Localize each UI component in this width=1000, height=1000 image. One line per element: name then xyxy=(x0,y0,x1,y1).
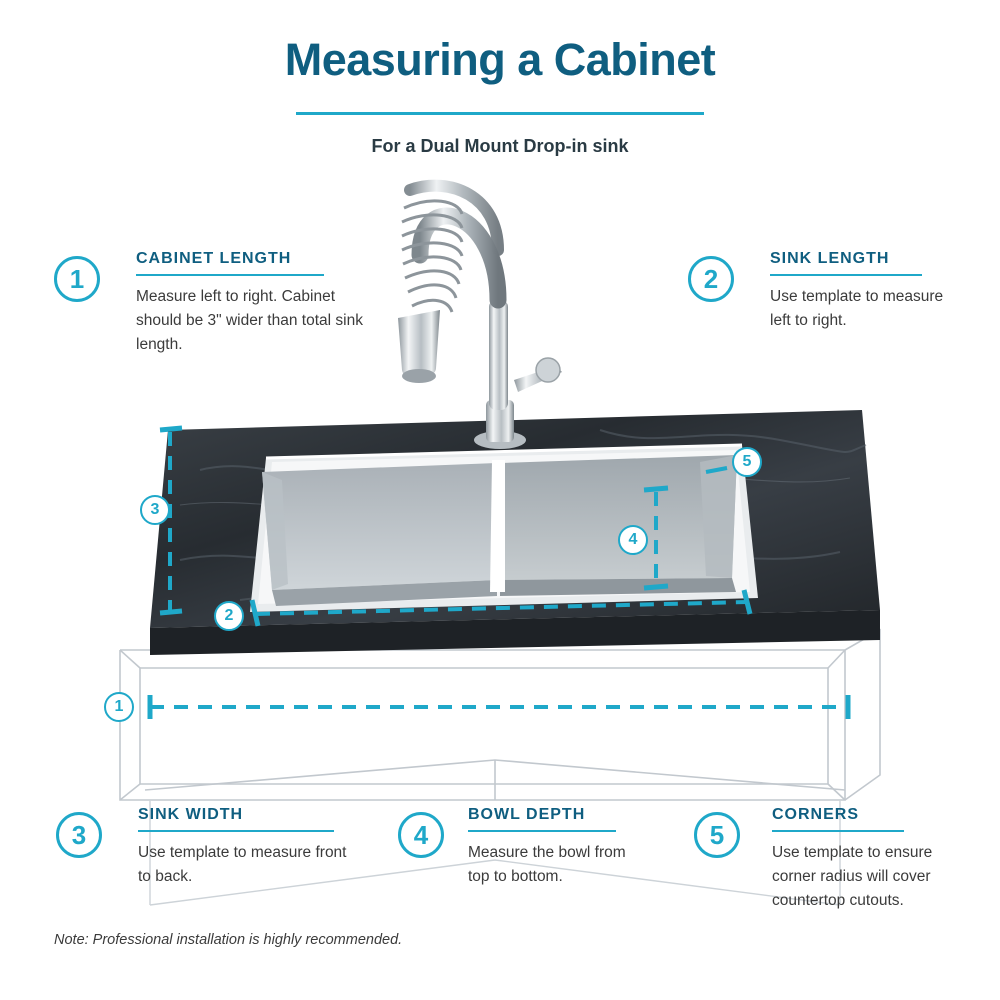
diagram-marker-3: 3 xyxy=(140,495,170,525)
page-subtitle: For a Dual Mount Drop-in sink xyxy=(371,136,629,156)
diagram-marker-1: 1 xyxy=(104,692,134,722)
callout-body-3: Use template to measure front to back. xyxy=(138,844,347,886)
callout-rule-4 xyxy=(468,830,616,832)
callout-bowl-depth xyxy=(398,806,658,889)
callout-sink-length xyxy=(688,250,958,333)
callout-badge-5: 5 xyxy=(694,812,740,858)
callout-rule-5 xyxy=(772,830,904,832)
page-title: Measuring a Cabinet xyxy=(284,34,716,85)
callout-heading-5: CORNERS xyxy=(772,806,860,823)
callout-badge-1: 1 xyxy=(54,256,100,302)
callout-rule-1 xyxy=(136,274,324,276)
callout-badge-4: 4 xyxy=(398,812,444,858)
callout-heading-2: SINK LENGTH xyxy=(770,250,890,267)
callout-cabinet-length xyxy=(54,250,363,357)
callout-rule-2 xyxy=(770,274,922,276)
callout-body-5: Use template to ensure corner radius will cover countertop cutouts. xyxy=(772,844,933,910)
callout-badge-3: 3 xyxy=(56,812,102,858)
callout-body-4: Measure the bowl from top to bottom. xyxy=(468,844,626,886)
callout-heading-3: SINK WIDTH xyxy=(138,806,244,823)
callout-heading-1: CABINET LENGTH xyxy=(136,250,292,267)
callout-heading-4: BOWL DEPTH xyxy=(468,806,586,823)
callout-sink-width xyxy=(56,806,346,889)
callout-badge-2: 2 xyxy=(688,256,734,302)
footnote: Note: Professional installation is highly recommended. xyxy=(54,932,403,948)
diagram-marker-2: 2 xyxy=(214,601,244,631)
callout-corners xyxy=(694,806,954,913)
callout-body-1: Measure left to right. Cabinet should be 3" wider than total sink length. xyxy=(136,288,363,354)
diagram-marker-4: 4 xyxy=(618,525,648,555)
callout-body-2: Use template to measure left to right. xyxy=(770,288,944,330)
diagram-marker-5: 5 xyxy=(732,447,762,477)
callout-rule-3 xyxy=(138,830,334,832)
